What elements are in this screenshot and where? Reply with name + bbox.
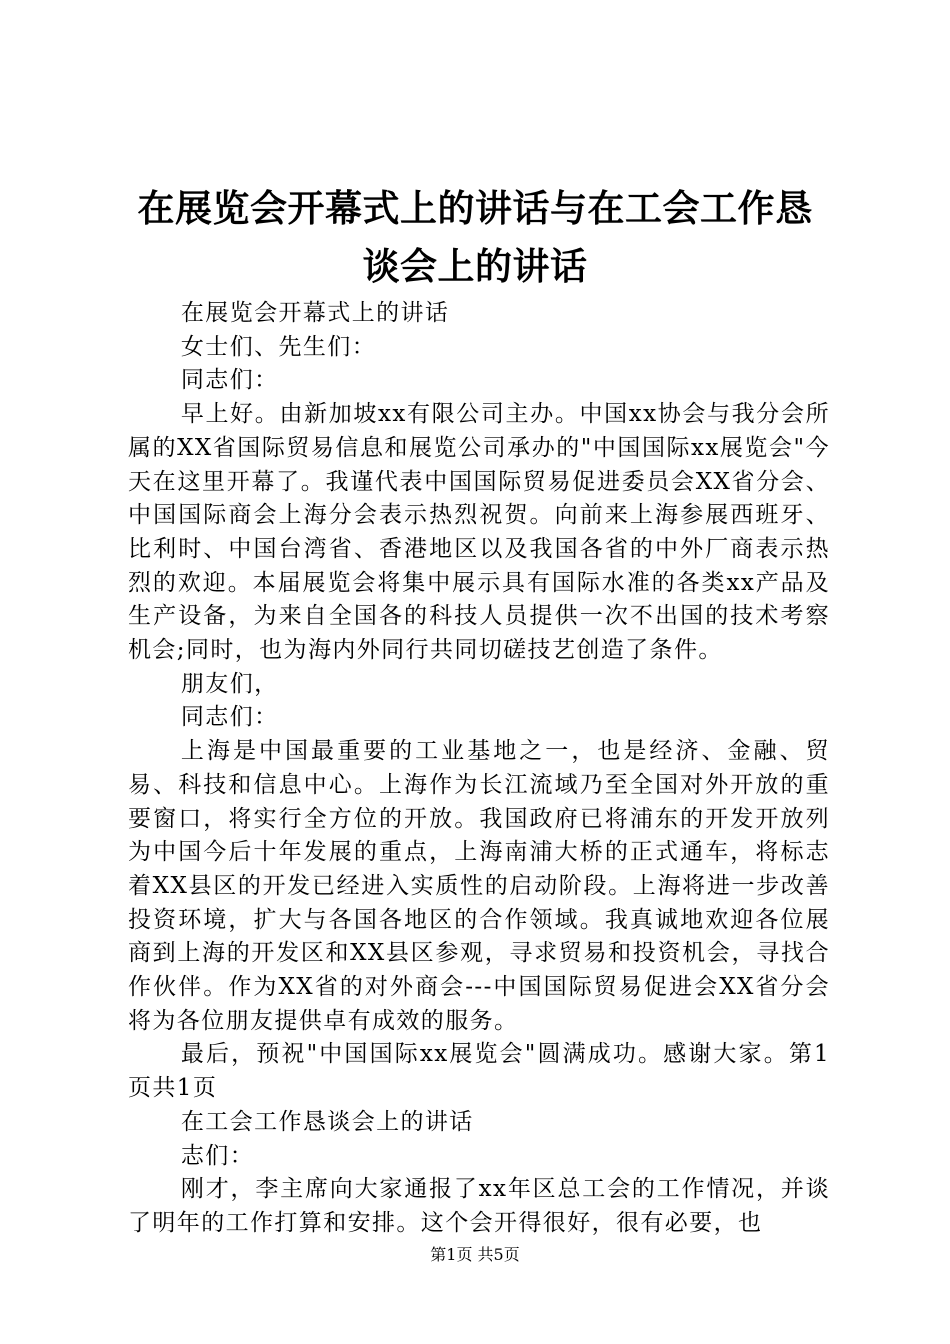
section-heading: 在工会工作恳谈会上的讲话 xyxy=(180,1108,474,1135)
body-paragraph: 刚才，李主席向大家通报了xx年区总工会的工作情况，并谈了明年的工作打算和安排。这个会开得很好，很有必要，也 xyxy=(128,1176,830,1236)
body-paragraph: 上海是中国最重要的工业基地之一，也是经济、金融、贸易、科技和信息中心。上海作为长江流域乃至全国对外开放的重要窗口，将实行全方位的开放。我国政府已将浦东的开发开放列为中国今后十年发展的重点，上海南浦大桥的正式通车，将标志着XX县区的开发已经进入实质性的启动阶段。上海将进一步改善投资环境，扩大与各国各地区的合作领域。我真诚地欢迎各位展商到上海的开发区和XX县区参观，寻求贸易和投资机会，寻找合作伙伴。作为XX省的对外商会---中国国际贸易促进会XX省分会将为各位朋友提供卓有成效的服务。 xyxy=(128,738,830,1034)
salutation: 同志们： xyxy=(180,367,279,394)
body-paragraph: 早上好。由新加坡xx有限公司主办。中国xx协会与我分会所属的XX省国际贸易信息和展览公司承办的"中国国际xx展览会"今天在这里开幕了。我谨代表中国国际贸易促进委员会XX省分会、中国国际商会上海分会表示热烈祝贺。向前来上海参展西班牙、比利时、中国台湾省、香港地区以及我国各省的中外厂商表示热烈的欢迎。本届展览会将集中展示具有国际水准的各类xx产品及生产设备，为来自全国各的科技人员提供一次不出国的技术考察机会;同时，也为海内外同行共同切磋技艺创造了条件。 xyxy=(128,401,830,664)
body-paragraph: 最后，预祝"中国国际xx展览会"圆满成功。感谢大家。第1页共1页 xyxy=(128,1041,830,1102)
document-title: 在展览会开幕式上的讲话与在工会工作恳谈会上的讲话 xyxy=(137,187,813,288)
salutation: 朋友们， xyxy=(180,670,279,697)
salutation: 同志们： xyxy=(180,704,279,731)
document-body xyxy=(128,297,830,1241)
section-heading: 在展览会开幕式上的讲话 xyxy=(180,300,450,326)
salutation: 志们： xyxy=(180,1142,255,1169)
salutation: 女士们、先生们： xyxy=(180,333,377,360)
page-footer: 第1页 共5页 xyxy=(430,1245,520,1264)
